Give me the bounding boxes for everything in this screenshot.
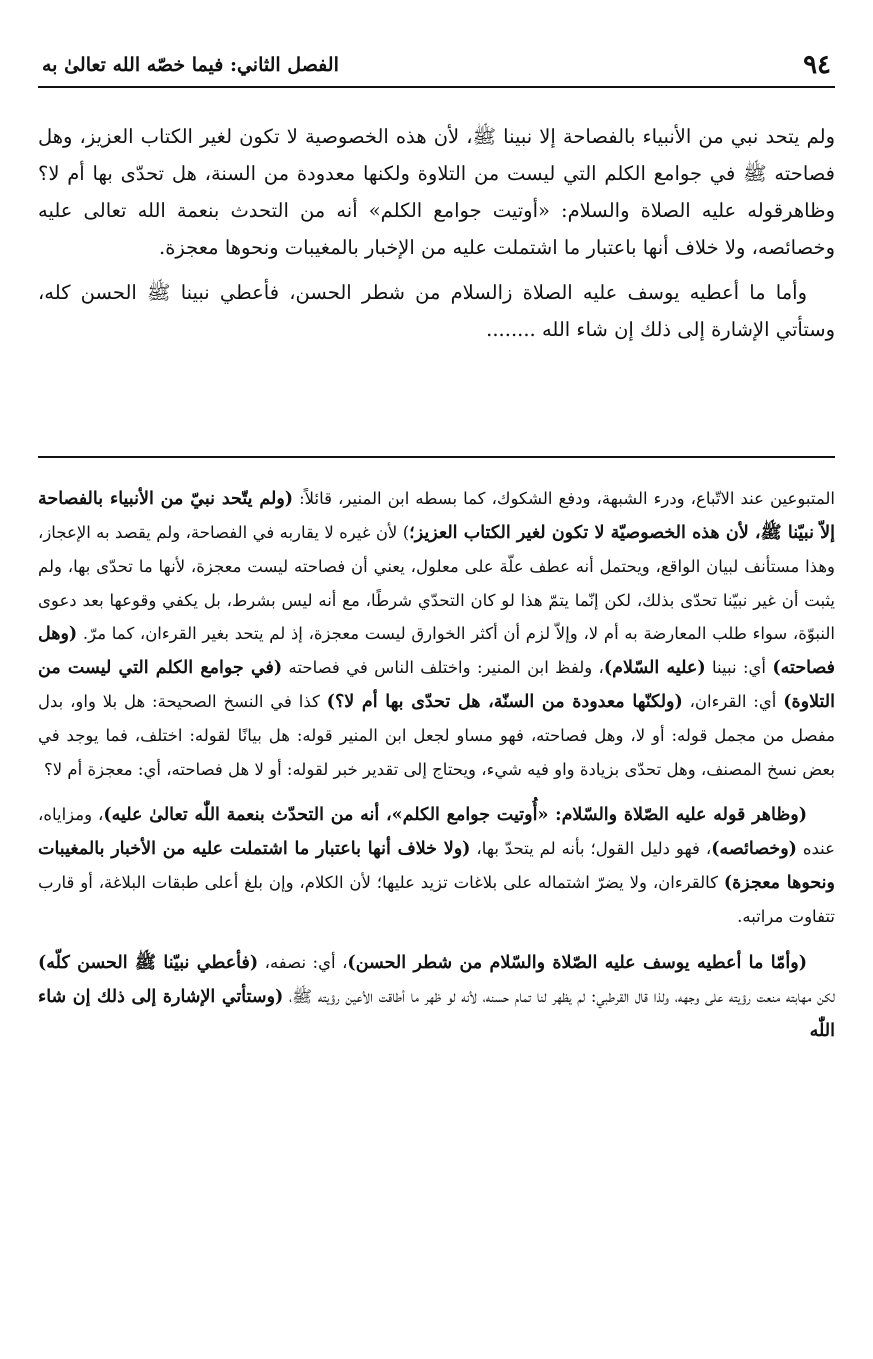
- commentary-text: ، ومزاياه، عنده: [38, 804, 835, 859]
- commentary-text: كذا في النسخ الصحيحة: هل بلا واو، بدل مفصل من مجمل قوله: أو لا، وهل فصاحته، فهو مساو لجعل ابن المنير قوله: هل بيانًا لقوله: اختلف، فما يوجد في بعض نسخ المصنف، وهل تحدّى بزيادة واو فيه شيء، ويحتاج إلى تقدير خبر لقوله: أو لا هل فصاحته، أي: معجزة أم لا؟: [38, 692, 835, 779]
- quoted-matn: (في جوامع الكلم التي ليست من التلاوة): [38, 658, 836, 713]
- quoted-matn: (وستأتي الإشارة إلى ذلك إن شاء اللّٰه: [38, 986, 835, 1042]
- commentary-text: ، أي: نصفه،: [258, 952, 348, 972]
- quoted-matn: (وهل فصاحته): [38, 623, 836, 679]
- page-number: ٩٤: [803, 50, 831, 80]
- quoted-matn: (ولم يتّحد نبيّ من الأنبياء بالفصاحة إلاّ نبيّنا ﷺ، لأن هذه الخصوصيّة لا تكون لغير الكتاب العزيز؛: [38, 489, 835, 544]
- quoted-matn: (عليه السّلام): [603, 658, 706, 679]
- commentary-text: المتبوعين عند الاتّباع، ودرء الشبهة، ودفع الشكوك، كما بسطه ابن المنير، قائلاً:: [293, 489, 836, 508]
- main-paragraph-1: ولم يتحد نبي من الأنبياء بالفصاحة إلا نبينا ﷺ، لأن هذه الخصوصية لا تكون لغير الكتاب العزيز، وهل فصاحته ﷺ في جوامع الكلم التي ليست من التلاوة ولكنها معدودة من السنة، هل تحدّى بها أم لا؟ وظاهرقوله عليه الصلاة والسلام: «أوتيت جوامع الكلم» أنه من التحدث بنعمة الله تعالى عليه وخصائصه، ولا خلاف أنها باعتبار ما اشتملت عليه من الإخبار بالمغيبات ونحوها معجزة.: [38, 125, 835, 259]
- page-header: [38, 42, 835, 88]
- commentary-text: ) لأن غيره لا يقاربه في الفصاحة، ولم يقصد به الإعجاز، وهذا مستأنف لبيان الواقع، ويحتمل أنه عطف علّة على معلول، يعني أن فصاحته ليست معجزة، لأنها ما تحدّى بها، ولم يثبت أن غير نبيّنا تحدّى بذلك، لكن إنّما يتمّ هذا لو كان التحدّي شرطًا، مع أنه ليس بشرط، بل يكفي وقوعها بعد دعوى النبوّة، سواء طلب المعارضة به أم لا، وإلاّ لزم أن أكثر الخوارق ليست معجزة، إذ لم يتحد بغير القرءان، كما مرّ.: [38, 523, 835, 643]
- quoted-matn: (ولكنّها معدودة من السنّة، هل تحدّى بها أم لا؟): [326, 692, 683, 713]
- main-paragraph-2: وأما ما أعطيه يوسف عليه الصلاة زالسلام من شطر الحسن، فأعطي نبينا ﷺ الحسن كله، وستأتي الإشارة إلى ذلك إن شاء الله ........: [38, 281, 835, 341]
- commentary-text: كالقرءان، ولا يضرّ اشتماله على بلاغات تزيد عليها؛ لأن الكلام، وإن بلغ أعلى طبقات البلاغة، أو قارب تتفاوت مراتبه.: [38, 873, 835, 927]
- quoted-matn: (ولا خلاف أنها باعتبار ما اشتملت عليه من الأخبار بالمغيبات ونحوها معجزة): [38, 839, 835, 894]
- commentary-paragraph-3: [38, 946, 835, 1049]
- commentary-text: أي: القرءان،: [682, 692, 784, 712]
- footnote-separator: [38, 456, 835, 458]
- commentary: [38, 482, 835, 1060]
- quoted-matn: (وأمّا ما أعطيه يوسف عليه الصّلاة والسّلام من شطر الحسن): [347, 952, 807, 973]
- quoted-matn: (وظاهر قوله عليه الصّلاة والسّلام: «أُوتيت جوامع الكلم»، أنه من التحدّث بنعمة اللّٰه تعالىٰ عليه): [103, 804, 807, 825]
- quoted-matn: (فأعطي نبيّنا ﷺ الحسن كلّه): [38, 952, 259, 973]
- commentary-paragraph-2: [38, 798, 835, 934]
- continuation-dots: ........: [486, 318, 536, 341]
- main-text: [38, 118, 835, 356]
- chapter-title: الفصل الثاني: فيما خصّه الله تعالىٰ به: [42, 54, 339, 76]
- commentary-text: لكن مهابته منعت رؤيته على وجهه، ولذا قال القرطبي: لم يظهر لنا تمام حسنه، لأنه لو ظهر ما أطاقت الأعين رؤيته ﷺ،: [283, 986, 835, 1006]
- commentary-text: ، فهو دليل القول؛ بأنه لم يتحدّ بها،: [470, 839, 712, 859]
- commentary-paragraph-1: [38, 482, 835, 786]
- commentary-text: أي: نبينا: [705, 658, 773, 678]
- commentary-text: ، ولفظ ابن المنير: واختلف الناس في فصاحته: [282, 658, 604, 678]
- quoted-matn: (وخصائصه): [711, 839, 797, 860]
